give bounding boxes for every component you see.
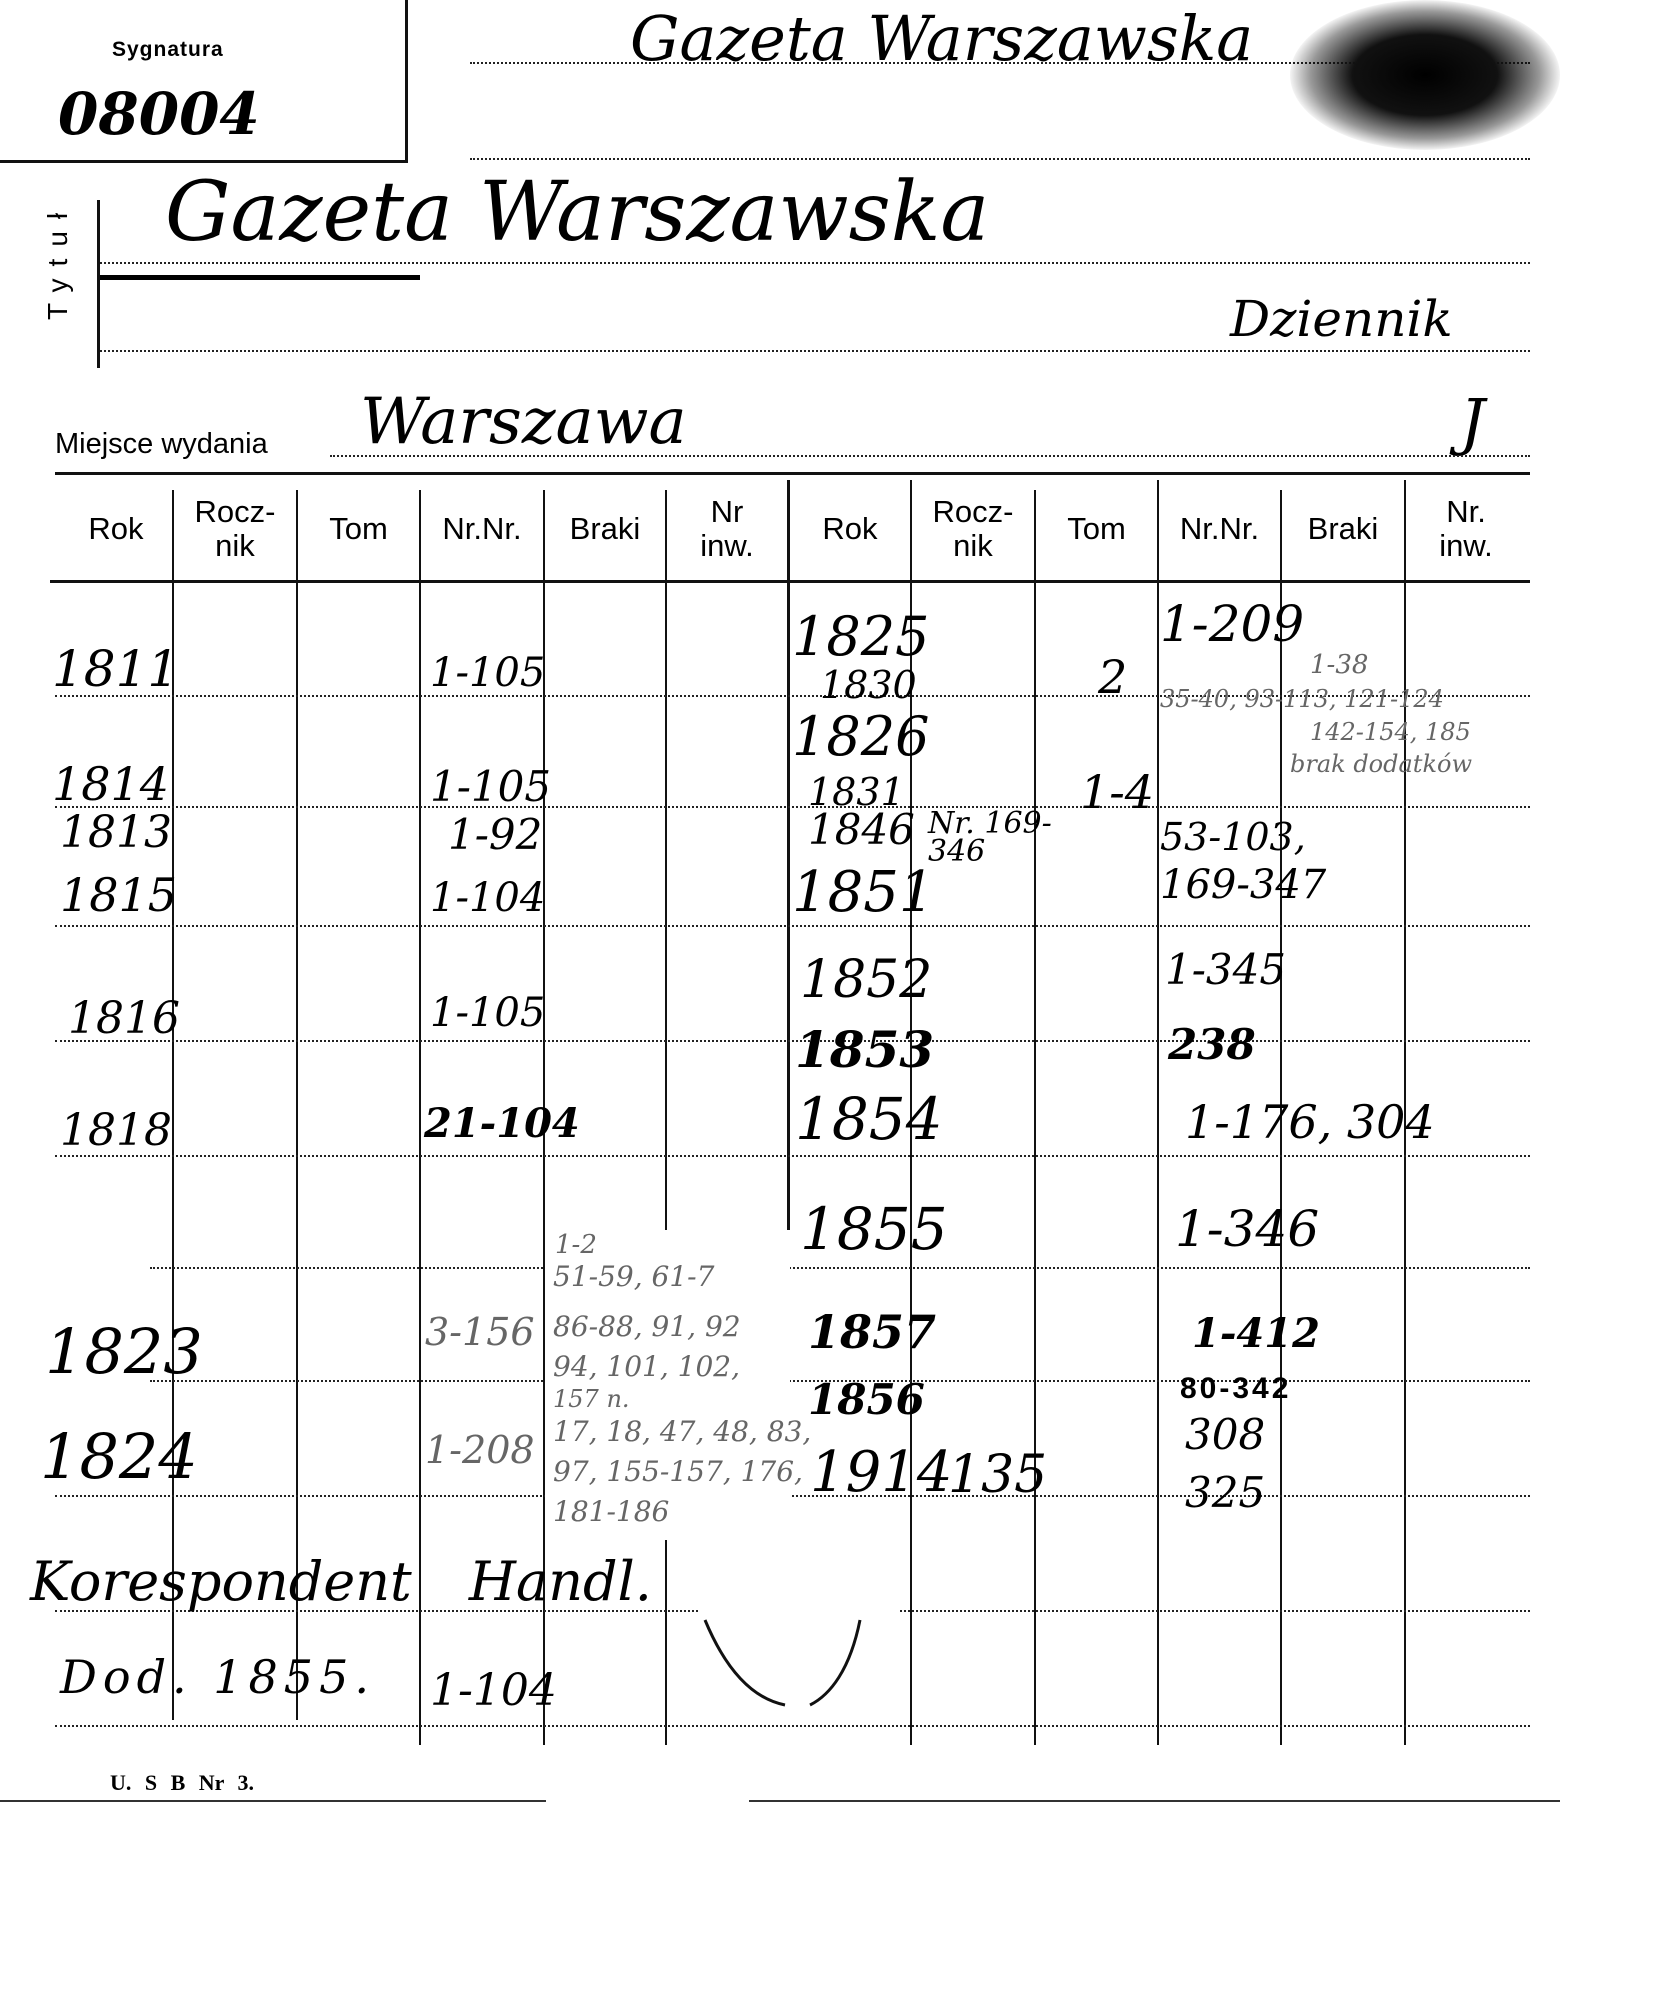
rok-1816: 1816 xyxy=(68,993,180,1044)
tom-1825: 2 xyxy=(1098,650,1128,704)
header-rocznik-left: Rocz- nik xyxy=(194,494,276,563)
place-label: Miejsce wydania xyxy=(55,428,268,460)
title-bracket xyxy=(97,200,100,368)
rok-1818: 1818 xyxy=(60,1105,172,1156)
rok-1813: 1813 xyxy=(60,807,172,858)
nrnr-1846: 53-103, xyxy=(1160,815,1306,859)
korespondent-from: Dod. 1855. xyxy=(60,1650,375,1704)
nrnr-1824: 1-208 xyxy=(425,1428,535,1472)
braki-line: 97, 155-157, 176, xyxy=(553,1455,803,1488)
row-line xyxy=(55,1040,1530,1042)
braki-line: 181-186 xyxy=(553,1495,670,1528)
ink-stain xyxy=(1290,0,1560,150)
top-title: Gazeta Warszawska xyxy=(630,2,1254,75)
place-value: Warszawa xyxy=(360,385,687,459)
rok-1826: 1826 xyxy=(792,705,930,768)
tom-1826: 1-4 xyxy=(1080,765,1155,819)
rok-1846: 1846 xyxy=(808,805,915,854)
title-vertical-label: Tytuł xyxy=(42,200,73,320)
frequency: Dziennik xyxy=(1230,290,1453,348)
rok-1811: 1811 xyxy=(52,640,180,698)
rok-1815: 1815 xyxy=(60,868,178,922)
rocznik-1846: Nr. 169-346 xyxy=(928,806,1052,869)
table-top-rule xyxy=(55,472,1530,475)
braki-line: 1-38 xyxy=(1310,650,1369,680)
title-line-1 xyxy=(100,262,1530,264)
rok-1814: 1814 xyxy=(52,757,170,811)
braki-line: 94, 101, 102, xyxy=(553,1350,741,1383)
header-tom-right: Tom xyxy=(1067,511,1126,546)
nrnr-1825: 1-209 xyxy=(1160,595,1305,653)
korespondent-title: Korespondent Handl. xyxy=(30,1550,652,1613)
rok-1857: 1857 xyxy=(808,1305,937,1359)
rok-1830: 1830 xyxy=(820,663,917,707)
braki-line: brak dodatków xyxy=(1290,750,1472,778)
row-line xyxy=(55,806,1530,808)
rok-1852: 1852 xyxy=(800,950,933,1010)
nrnr-1852: 1-345 xyxy=(1165,945,1287,994)
nrnr-1857: 1-412 xyxy=(1192,1310,1320,1357)
nrnr-1815: 1-104 xyxy=(430,875,546,921)
nrnr-1914-a: 308 xyxy=(1185,1410,1266,1459)
footer-code: U. S B Nr 3. xyxy=(110,1770,255,1795)
col-line xyxy=(1034,490,1036,1745)
row-line xyxy=(55,1495,1530,1497)
rocznik-1914: 135 xyxy=(948,1445,1048,1505)
braki-block-left xyxy=(545,1230,812,1540)
signature-label: Sygnatura xyxy=(112,38,224,61)
header-rok-right: Rok xyxy=(822,511,878,546)
place-mark: J xyxy=(1460,385,1485,458)
rok-1914: 1914 xyxy=(810,1440,953,1505)
nrnr-1853: 238 xyxy=(1168,1020,1256,1069)
curve-left xyxy=(705,1620,785,1705)
header-rok-left: Rok xyxy=(88,511,144,546)
braki-line: 1-2 xyxy=(555,1230,597,1260)
rok-1825: 1825 xyxy=(792,605,930,668)
row-line xyxy=(55,1725,1530,1727)
braki-block-right xyxy=(1160,650,1570,800)
top-line-2 xyxy=(470,158,1530,160)
nrnr-1914-b: 325 xyxy=(1185,1468,1266,1517)
bottom-edge-line xyxy=(0,1800,1560,1802)
braki-line: 86-88, 91, 92 xyxy=(553,1310,741,1343)
braki-line: 142-154, 185 xyxy=(1310,718,1471,746)
rok-1854: 1854 xyxy=(795,1085,943,1153)
header-nrinw-left: Nr inw. xyxy=(700,494,754,563)
header-braki-right: Braki xyxy=(1307,511,1379,546)
nrnr-1813: 1-92 xyxy=(448,810,543,859)
nrnr-1816: 1-105 xyxy=(430,990,546,1036)
table-header-rule xyxy=(50,580,1530,583)
braki-line: 51-59, 61-7 xyxy=(553,1260,715,1293)
nrnr-1855: 1-346 xyxy=(1175,1200,1320,1258)
nrnr-1854: 1-176, 304 xyxy=(1185,1095,1435,1149)
curve-right xyxy=(810,1620,860,1705)
rok-1855: 1855 xyxy=(800,1195,948,1263)
row-line xyxy=(150,1267,1530,1269)
nrnr-1811: 1-105 xyxy=(430,650,546,696)
braki-line: 35-40, 93-113, 121-124 xyxy=(1160,685,1444,713)
nrnr-1856: 80-342 xyxy=(1180,1372,1292,1405)
decorative-curve xyxy=(690,1600,870,1720)
header-nrnr-right: Nr.Nr. xyxy=(1179,511,1260,546)
korespondent-nrnr: 1-104 xyxy=(430,1665,557,1716)
header-rocznik-right: Rocz- nik xyxy=(932,494,1014,563)
col-line xyxy=(296,490,298,1720)
rok-1824: 1824 xyxy=(40,1420,198,1493)
header-tom-left: Tom xyxy=(329,511,388,546)
signature-number: 08004 xyxy=(58,80,260,148)
nrnr-1823: 3-156 xyxy=(425,1310,535,1354)
header-nrnr-left: Nr.Nr. xyxy=(442,511,522,546)
col-line xyxy=(665,490,667,1745)
braki-line: 157 n. xyxy=(553,1385,630,1413)
rok-1851: 1851 xyxy=(792,860,935,925)
header-braki-left: Braki xyxy=(569,511,641,546)
rok-1823: 1823 xyxy=(45,1315,203,1388)
rok-1853: 1853 xyxy=(795,1020,935,1079)
row-line xyxy=(55,925,1530,927)
nrnr-1851: 169-347 xyxy=(1160,862,1327,908)
header-nrinw-right: Nr. inw. xyxy=(1439,494,1493,563)
nrnr-1814: 1-105 xyxy=(430,762,552,811)
title-handwritten: Gazeta Warszawska xyxy=(165,165,990,260)
nrnr-1818: 21-104 xyxy=(424,1100,580,1147)
rok-1831: 1831 xyxy=(808,770,905,814)
rok-1856: 1856 xyxy=(808,1375,925,1424)
braki-line: 17, 18, 47, 48, 83, xyxy=(553,1415,812,1448)
place-line xyxy=(330,455,1530,457)
col-line xyxy=(1157,480,1159,1745)
title-line-2 xyxy=(100,350,1530,352)
row-line xyxy=(55,1155,1530,1157)
title-underline xyxy=(100,275,420,280)
